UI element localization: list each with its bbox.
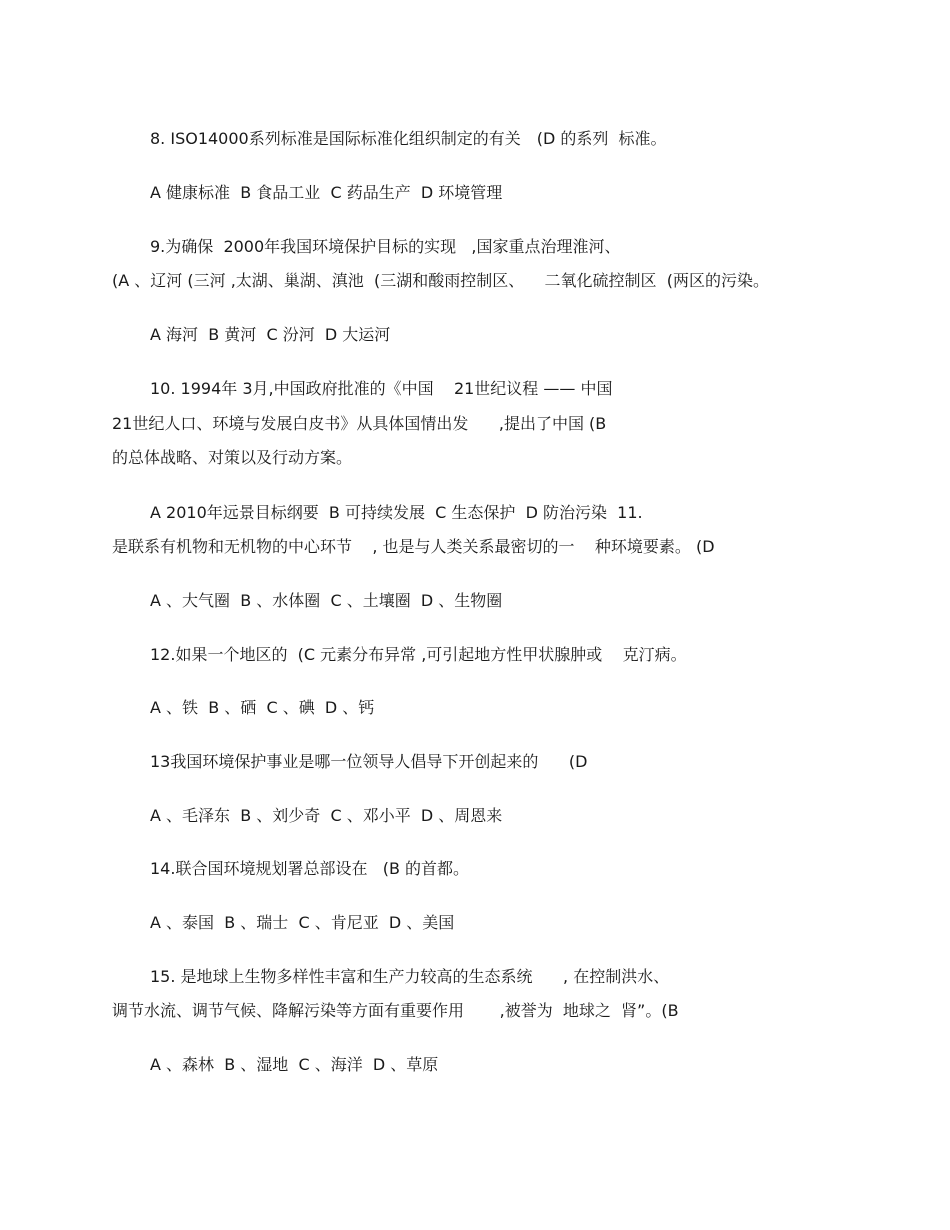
question-9-text-line-2: (A 、辽河 (三河 ,太湖、巢湖、滇池 (三湖和酸雨控制区、 二氧化硫控制区 (两区的污染。 — [112, 271, 769, 290]
question-12-text: 12.如果一个地区的 (C 元素分布异常 ,可引起地方性甲状腺肿或 克汀病。 — [150, 645, 687, 664]
question-15-options: A 、森林 B 、湿地 C 、海洋 D 、草原 — [150, 1055, 439, 1074]
question-13-options: A 、毛泽东 B 、刘少奇 C 、邓小平 D 、周恩来 — [150, 806, 503, 825]
question-12-options: A 、铁 B 、硒 C 、碘 D 、钙 — [150, 698, 375, 717]
question-8-text: 8. ISO14000系列标准是国际标准化组织制定的有关 (D 的系列 标准。 — [150, 129, 667, 148]
question-15-text-line-2: 调节水流、调节气候、降解污染等方面有重要作用 ,被誉为 地球之 肾”。(B — [112, 1001, 679, 1020]
question-10-text-line-1: 10. 1994年 3月,中国政府批准的《中国 21世纪议程 —— 中国 — [150, 379, 613, 398]
question-13-text: 13我国环境保护事业是哪一位领导人倡导下开创起来的 (D — [150, 752, 588, 771]
question-10-text-line-3: 的总体战略、对策以及行动方案。 — [112, 448, 353, 467]
question-9-text-line-1: 9.为确保 2000年我国环境保护目标的实现 ,国家重点治理淮河、 — [150, 237, 621, 256]
question-9-options: A 海河 B 黄河 C 汾河 D 大运河 — [150, 325, 391, 344]
question-11-text: 是联系有机物和无机物的中心环节 , 也是与人类关系最密切的一 种环境要素。 (D — [112, 537, 715, 556]
question-10-text-line-2: 21世纪人口、环境与发展白皮书》从具体国情出发 ,提出了中国 (B — [112, 414, 607, 433]
question-14-text: 14.联合国环境规划署总部设在 (B 的首都。 — [150, 859, 470, 878]
question-15-text-line-1: 15. 是地球上生物多样性丰富和生产力较高的生态系统 , 在控制洪水、 — [150, 967, 670, 986]
question-10-options: A 2010年远景目标纲要 B 可持续发展 C 生态保护 D 防治污染 11. — [150, 503, 643, 522]
question-8-options: A 健康标准 B 食品工业 C 药品生产 D 环境管理 — [150, 183, 503, 202]
question-14-options: A 、泰国 B 、瑞士 C 、肯尼亚 D 、美国 — [150, 913, 455, 932]
question-11-options: A 、大气圈 B 、水体圈 C 、土壤圈 D 、生物圈 — [150, 591, 503, 610]
